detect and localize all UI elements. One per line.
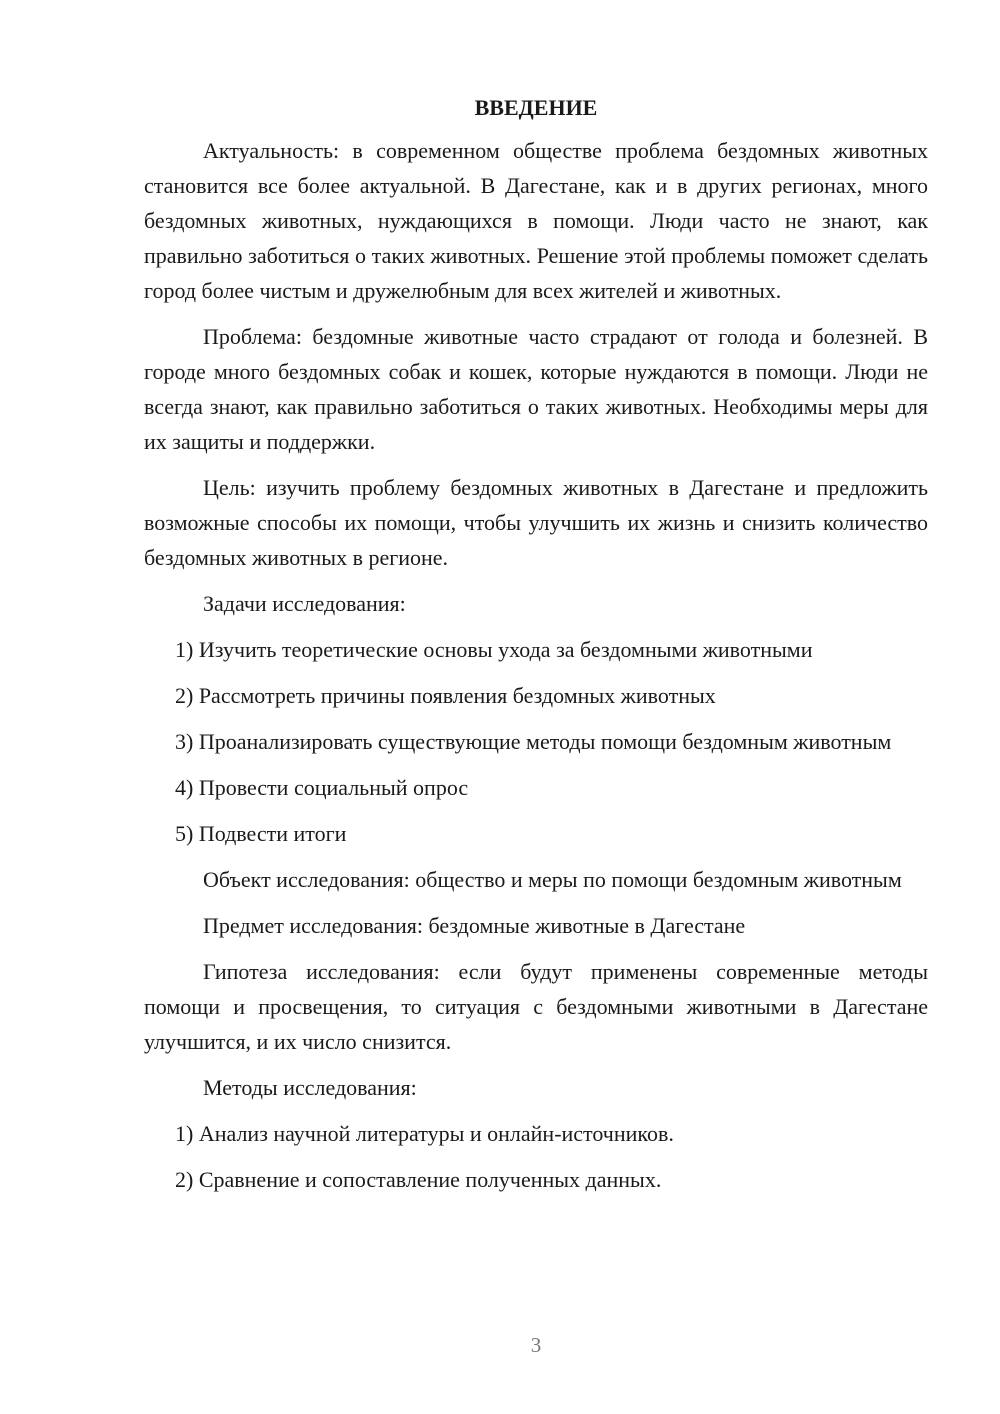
tasks-heading: Задачи исследования:	[203, 591, 406, 616]
method-item-1: 1) Анализ научной литературы и онлайн-источников.	[175, 1121, 674, 1146]
subject-paragraph: Предмет исследования: бездомные животные в Дагестане	[203, 913, 746, 938]
object-paragraph: Объект исследования: общество и меры по помощи бездомным животным	[203, 867, 902, 892]
task-item-5: 5) Подвести итоги	[175, 821, 347, 846]
task-item-1: 1) Изучить теоретические основы ухода за бездомными животными	[175, 637, 813, 662]
relevance-paragraph: Актуальность: в современном обществе проблема бездомных животных становится все более актуальной. В Дагестане, как и в других регионах, много бездомных животных, нуждающихся в помощи. Люди часто не знают, как правильно заботиться о таких животных. Решение этой проблемы поможет сделать город более чистым и дружелюбным для всех жителей и животных.	[144, 138, 928, 303]
methods-heading: Методы исследования:	[203, 1075, 417, 1100]
page-number: 3	[530, 1333, 542, 1357]
problem-paragraph: Проблема: бездомные животные часто страдают от голода и болезней. В городе много бездомных собак и кошек, которые нуждаются в помощи. Люди не всегда знают, как правильно заботиться о таких животных. Необходимы меры для их защиты и поддержки.	[144, 324, 928, 454]
document-page	[144, 90, 928, 1208]
section-title: ВВЕДЕНИЕ	[474, 95, 598, 120]
task-item-4: 4) Провести социальный опрос	[175, 775, 469, 800]
hypothesis-paragraph: Гипотеза исследования: если будут применены современные методы помощи и просвещения, то ситуация с бездомными животными в Дагестане улучшится, и их число снизится.	[144, 959, 928, 1054]
goal-paragraph: Цель: изучить проблему бездомных животных в Дагестане и предложить возможные способы их помощи, чтобы улучшить их жизнь и снизить количество бездомных животных в регионе.	[144, 475, 928, 570]
task-item-2: 2) Рассмотреть причины появления бездомных животных	[175, 683, 716, 708]
method-item-2: 2) Сравнение и сопоставление полученных данных.	[175, 1167, 662, 1192]
task-item-3: 3) Проанализировать существующие методы помощи бездомным животным	[175, 729, 892, 754]
